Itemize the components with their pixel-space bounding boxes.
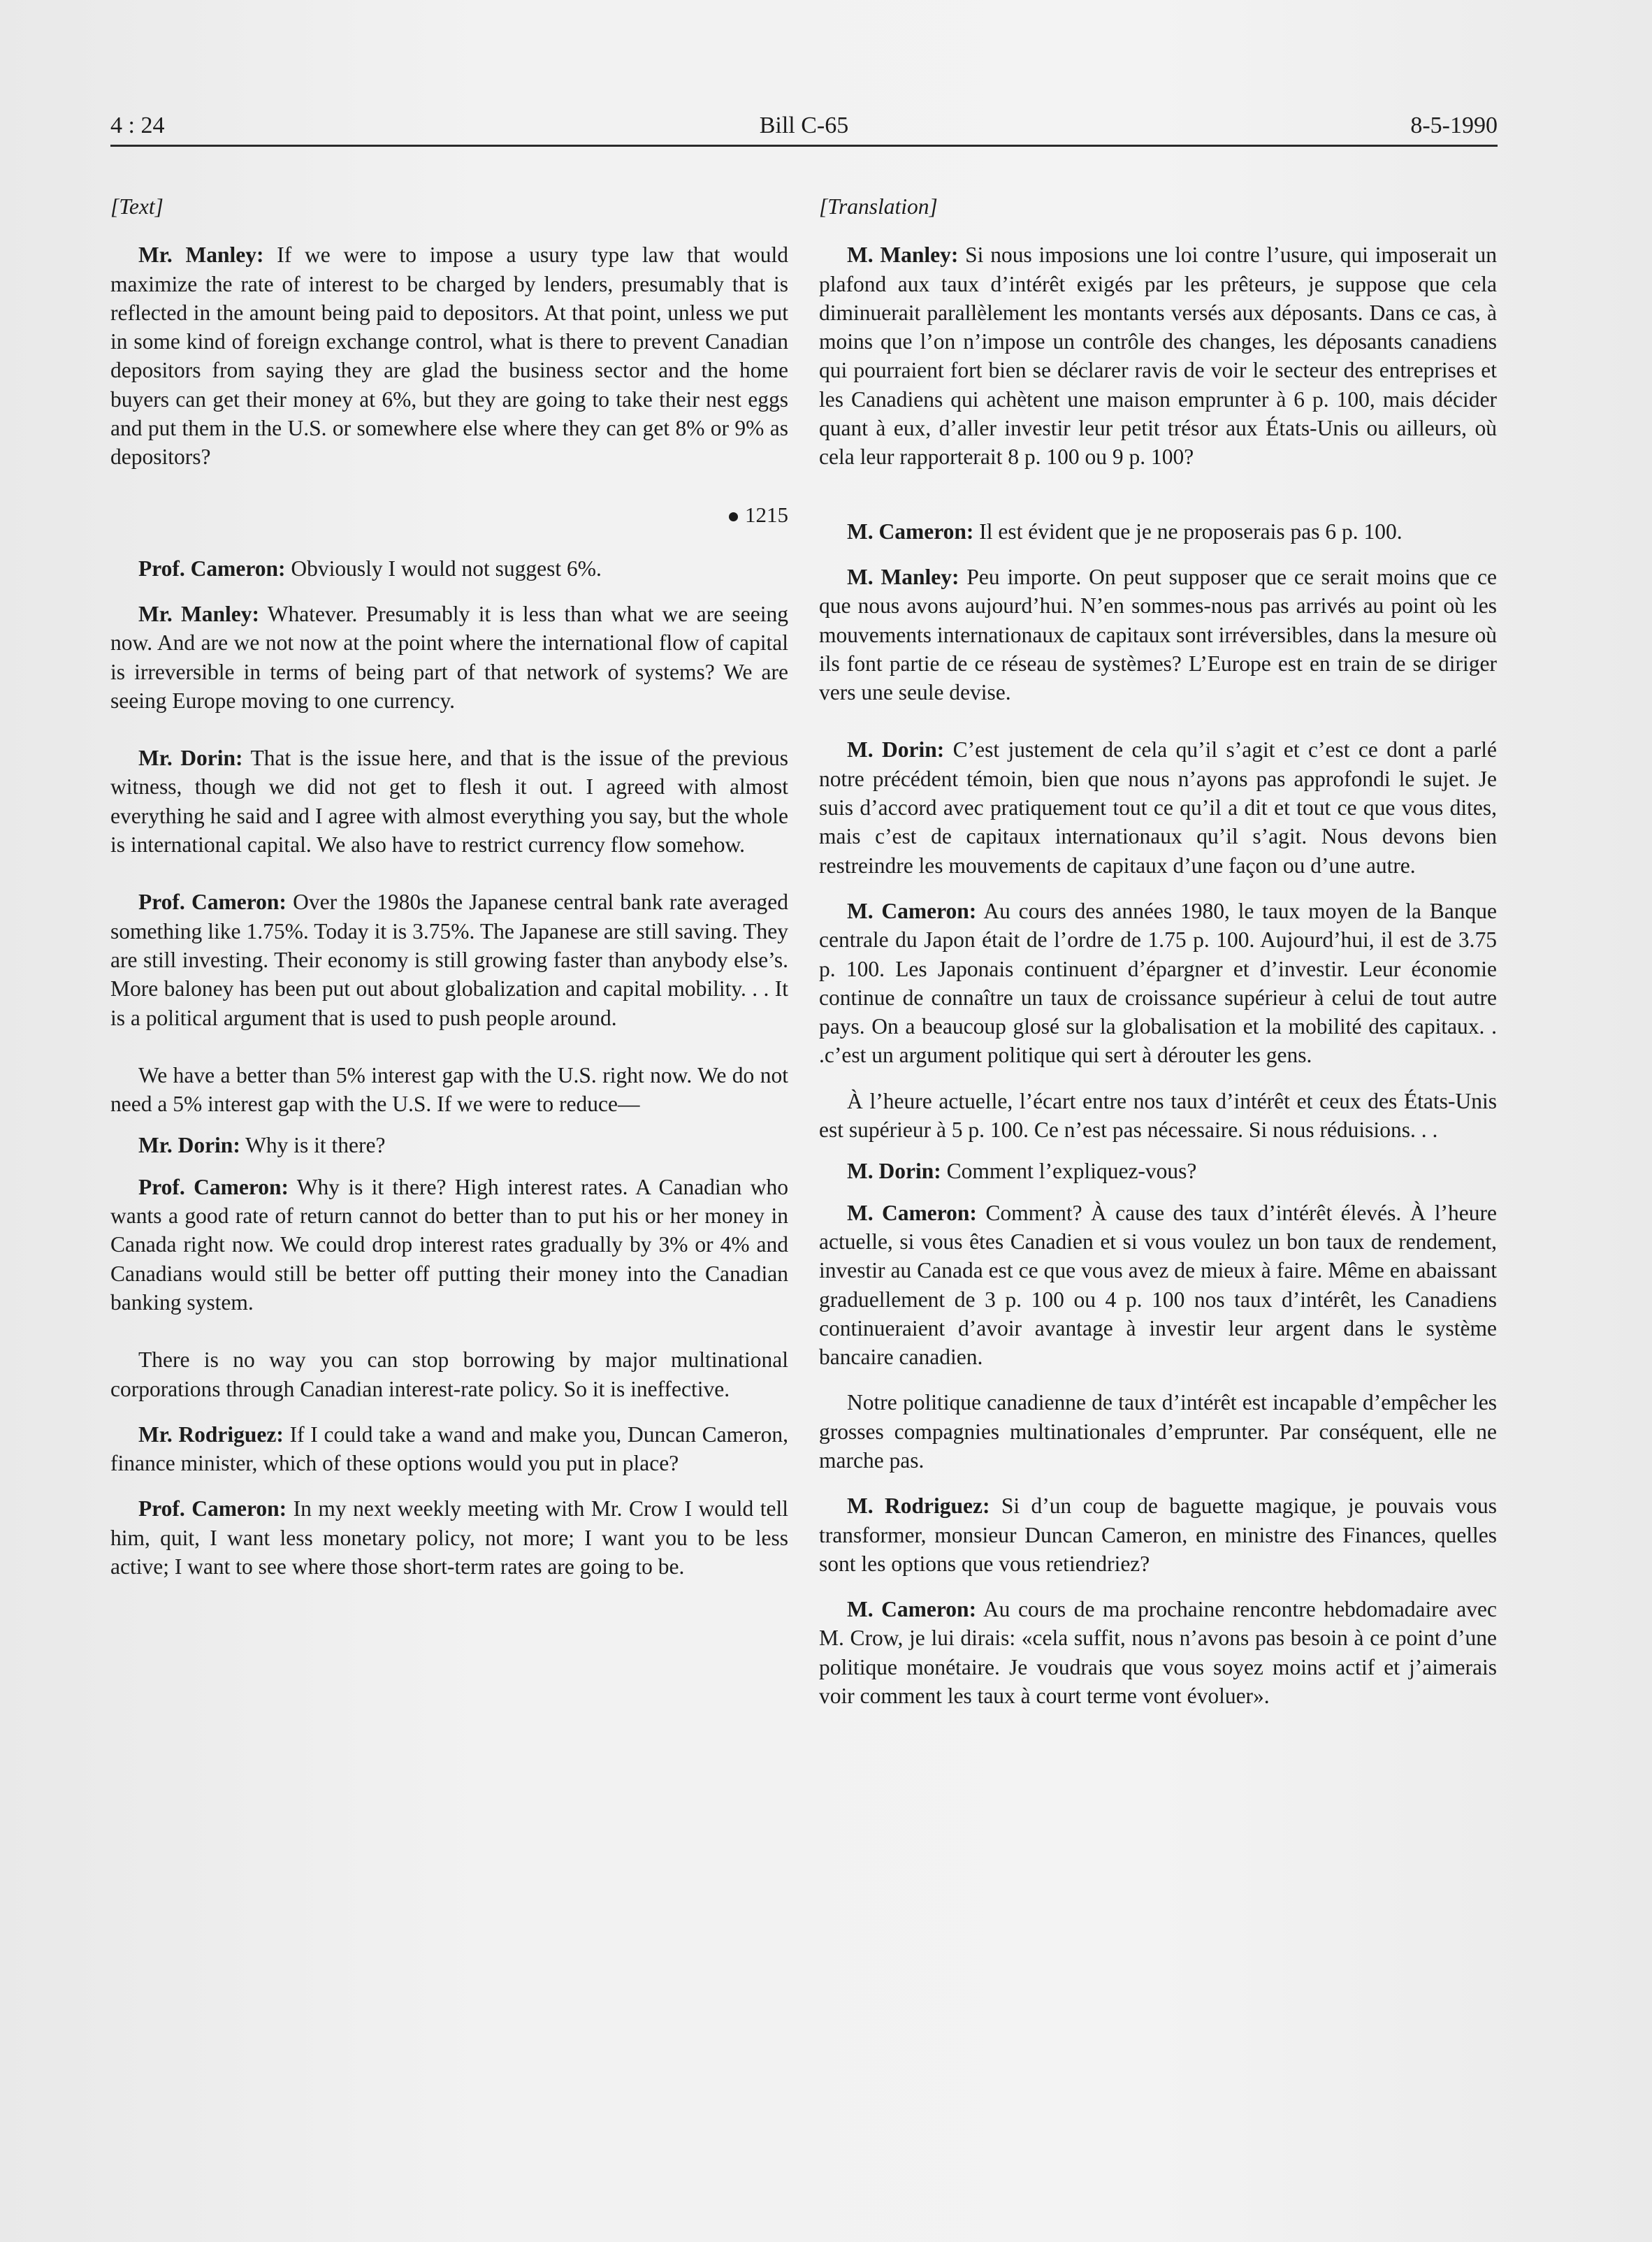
speech: In my next weekly meeting with Mr. Crow I would tell him, quit, I want less monetary policy, not more; I want you to be less active; I want to see where those short-term rates are going to be. — [110, 1496, 788, 1579]
speech: Au cours des années 1980, le taux moyen de la Banque centrale du Japon était de l’ordre de 1.75 p. 100. Aujourd’hui, il est de 3.75 p. 100. Les Japonais continuent d’épargner et d’investir. Leur économie continue de connaître un taux de croissance supérieur à celui de tout autre pays. On a beaucoup glosé sur la globalisation et la mobilité des capitaux. . .c’est un argument politique qui sert à dérouter les gens. — [819, 898, 1497, 1068]
speaker: M. Cameron: — [847, 1597, 977, 1622]
speech: That is the issue here, and that is the issue of the previous witness, though we did not get to flesh it out. I agreed with almost everything he said and I agree with almost everything you say, but the whole is international capital. We also have to restrict currency flow somehow. — [110, 746, 789, 858]
speech: If I could take a wand and make you, Duncan Cameron, finance minister, which of these options would you put in place? — [110, 1422, 789, 1476]
paragraph — [819, 1491, 1497, 1578]
speaker: Prof. Cameron: — [138, 1174, 289, 1199]
paragraph — [819, 1087, 1497, 1145]
speaker: M. Cameron: — [847, 519, 974, 544]
speech: Notre politique canadienne de taux d’intérêt est incapable d’empêcher les grosses compagnies multinationales d’emprunter. Par conséquent, elle ne marche pas. — [819, 1390, 1497, 1473]
bullet-icon — [729, 512, 738, 521]
speaker: Mr. Manley: — [138, 243, 264, 268]
speech: Obviously I would not suggest 6%. — [285, 556, 602, 581]
bill-title: Bill C-65 — [759, 113, 849, 138]
speaker: Mr. Manley: — [138, 601, 260, 626]
paragraph — [110, 1131, 788, 1159]
time-marker — [110, 500, 788, 529]
speaker: M. Dorin: — [847, 737, 945, 762]
speech: Why is it there? — [240, 1133, 386, 1158]
speech: Au cours de ma prochaine rencontre hebdomadaire avec M. Crow, je lui dirais: «cela suffit, nous n’avons pas besoin à ce point d’une politique monétaire. Je voudrais que vous soyez moins actif et j’aimerais voir comment les taux à court terme vont évoluer». — [819, 1597, 1497, 1709]
speech: Why is it there? High interest rates. A Canadian who wants a good rate of return cannot do better than to put his or her money in Canada right now. We could drop interest rates gradually by 3% or 4% and Canadians would still be better off putting their money into the Canadian banking system. — [110, 1174, 788, 1315]
speaker: M. Rodriguez: — [847, 1494, 990, 1519]
speaker: M. Manley: — [847, 564, 959, 589]
paragraph — [110, 1420, 788, 1478]
speaker: M. Manley: — [847, 243, 959, 268]
speech: If we were to impose a usury type law that would maximize the rate of interest to be charged by lenders, presumably that is reflected in the amount being paid to depositors. At that point, unless we put in some kind of foreign exchange control, what is there to prevent Canadian depositors from saying they are glad the business sector and the home buyers can get their money at 6%, but they are going to take their nest eggs and put them in the U.S. or somewhere else where they can get 8% or 9% as depositors? — [110, 243, 789, 470]
speech: We have a better than 5% interest gap with the U.S. right now. We do not need a 5% interest gap with the U.S. If we were to reduce— — [110, 1062, 788, 1117]
speaker: M. Cameron: — [847, 898, 977, 923]
english-column — [110, 192, 788, 1610]
paragraph — [819, 735, 1497, 879]
paragraph — [819, 563, 1497, 707]
speech: Peu importe. On peut supposer que ce serait moins que ce que nous avons aujourd’hui. N’en sommes-nous pas arrivés au point où les mouvements internationaux de capitaux sont irréversibles, dans la mesure où ils font partie de ce réseau de systèmes? L’Europe est en train de se diriger vers une seule devise. — [819, 564, 1497, 705]
french-column — [819, 192, 1497, 1739]
speech: Whatever. Presumably it is less than what we are seeing now. And are we not now at the point where the international flow of capital is irreversible in terms of being part of that network of systems? We are seeing Europe moving to one currency. — [110, 601, 788, 713]
paragraph — [819, 1199, 1497, 1372]
paragraph — [110, 888, 788, 1032]
speaker: Mr. Dorin: — [138, 746, 243, 771]
speaker: M. Dorin: — [847, 1159, 941, 1184]
speech: Comment? À cause des taux d’intérêt élevés. À l’heure actuelle, si vous êtes Canadien et si vous voulez un bon taux de rendement, investir au Canada est ce que vous avez de mieux à faire. Même en abaissant graduellement de 3 p. 100 ou 4 p. 100 nos taux d’intérêt, les Canadiens continueraient d’avoir avantage à investir leur argent dans le système bancaire canadien. — [819, 1200, 1498, 1370]
speaker: Prof. Cameron: — [138, 556, 286, 581]
column-tag: [Text] — [110, 194, 164, 219]
speaker: Mr. Rodriguez: — [138, 1422, 284, 1447]
paragraph — [819, 240, 1497, 471]
paragraph — [110, 1061, 788, 1119]
column-tag: [Translation] — [819, 194, 938, 219]
speech: Si d’un coup de baguette magique, je pouvais vous transformer, monsieur Duncan Cameron, en ministre des Finances, quelles sont les options que vous retiendriez? — [819, 1494, 1498, 1576]
spacer — [819, 500, 1497, 517]
paragraph — [819, 1595, 1497, 1710]
time-marker-text: 1215 — [745, 502, 788, 527]
paragraph — [110, 554, 788, 583]
header-rule — [110, 145, 1498, 147]
speech: Comment l’expliquez-vous? — [941, 1159, 1197, 1184]
speech: Si nous imposions une loi contre l’usure, qui imposerait un plafond aux taux d’intérêt exigés par les prêteurs, je suppose que cela diminuerait parallèlement les montants versés aux déposants. Dans ce cas, à moins que l’on n’impose un contrôle des changes, les déposants canadiens qui pourraient fort bien se déclarer ravis de voir le secteur des entreprises et les Canadiens qui achètent une maison emprunter à 6 p. 100, mais décider quant à eux, d’aller investir leur petit trésor aux États-Unis ou ailleurs, où cela leur rapporterait 8 p. 100 ou 9 p. 100? — [819, 243, 1497, 470]
paragraph — [819, 1388, 1497, 1475]
speaker: Prof. Cameron: — [138, 890, 287, 915]
paragraph — [110, 1173, 788, 1317]
speech: C’est justement de cela qu’il s’agit et c’est ce dont a parlé notre précédent témoin, bien que nous n’ayons pas approfondi le sujet. Je suis d’accord avec pratiquement tout ce qu’il a dit et tout ce que vous dites, mais c’est de capitaux internationaux qu’il s’agit. Nous devons bien restreindre les mouvements de capitaux d’une façon ou d’une autre. — [819, 737, 1497, 878]
paragraph — [110, 744, 788, 859]
paragraph — [819, 897, 1497, 1070]
speech: Il est évident que je ne proposerais pas 6 p. 100. — [973, 519, 1403, 544]
speaker: Prof. Cameron: — [138, 1496, 287, 1521]
speaker: Mr. Dorin: — [138, 1133, 240, 1158]
speech: There is no way you can stop borrowing by major multinational corporations through Canadian interest-rate policy. So it is ineffective. — [110, 1347, 788, 1401]
speech: À l’heure actuelle, l’écart entre nos taux d’intérêt et ceux des États-Unis est supérieur à 5 p. 100. Ce n’est pas nécessaire. Si nous réduisions. . . — [819, 1088, 1497, 1143]
paragraph — [110, 240, 788, 471]
paragraph — [110, 1494, 788, 1581]
speaker: M. Cameron: — [847, 1200, 977, 1225]
paragraph — [819, 1157, 1497, 1185]
paragraph — [110, 600, 788, 715]
speech: Over the 1980s the Japanese central bank rate averaged something like 1.75%. Today it is 3.75%. The Japanese are still saving. They are still investing. Their economy is still growing faster than anybody else’s. More baloney has been put out about globalization and capital mobility. . . It is a political argument that is used to push people around. — [110, 890, 788, 1030]
paragraph — [110, 1345, 788, 1403]
page-number: 4 : 24 — [110, 113, 165, 138]
header-date: 8-5-1990 — [1410, 113, 1498, 138]
paragraph — [819, 517, 1497, 546]
